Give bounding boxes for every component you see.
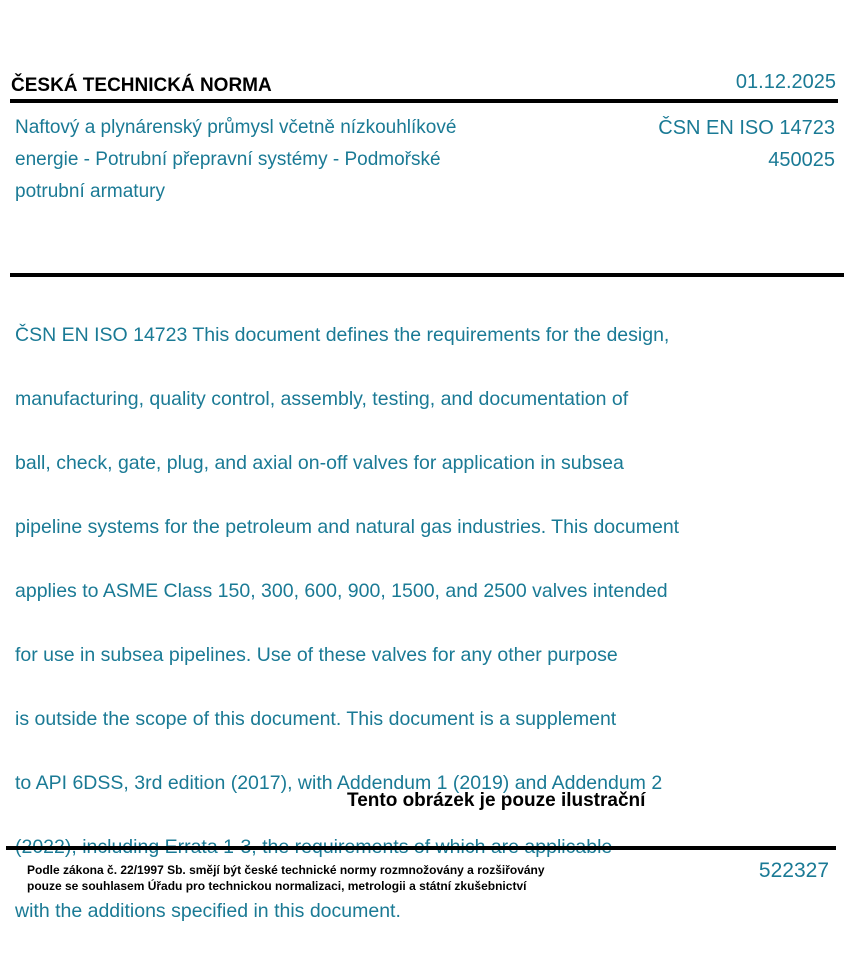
abstract-line: pipeline systems for the petroleum and natural gas industries. This document (15, 516, 680, 538)
standard-designation: ČSN EN ISO 14723 (658, 117, 835, 139)
abstract-line: manufacturing, quality control, assembly, testing, and documentation of (15, 388, 629, 410)
bottom-divider (6, 846, 836, 850)
copyright-notice-line: Podle zákona č. 22/1997 Sb. smějí být české technické normy rozmnožovány a rozšiřovány (27, 863, 545, 877)
document-type-title: ČESKÁ TECHNICKÁ NORMA (11, 75, 272, 96)
abstract-line: ČSN EN ISO 14723 This document defines the requirements for the design, (15, 324, 670, 346)
standard-title-line: energie - Potrubní přepravní systémy - Podmořské (15, 149, 441, 170)
standard-title-line: potrubní armatury (15, 181, 165, 202)
classification-code: 450025 (768, 149, 835, 171)
middle-divider (10, 273, 844, 277)
top-divider (10, 99, 838, 103)
standard-title-line: Naftový a plynárenský průmysl včetně nízkouhlíkové (15, 117, 457, 138)
abstract-line: applies to ASME Class 150, 300, 600, 900, 1500, and 2500 valves intended (15, 580, 668, 602)
illustrative-notice: Tento obrázek je pouze ilustrační (347, 790, 646, 811)
catalog-number: 522327 (758, 859, 829, 882)
standard-identifiers (658, 112, 835, 176)
copyright-notice (27, 862, 545, 894)
abstract-line: for use in subsea pipelines. Use of these valves for any other purpose (15, 644, 618, 666)
abstract-line: is outside the scope of this document. This document is a supplement (15, 708, 617, 730)
copyright-notice-line: pouze se souhlasem Úřadu pro technickou normalizaci, metrologii a státní zkušebnictví (27, 879, 527, 893)
abstract-text (15, 287, 765, 959)
publication-date: 01.12.2025 (735, 71, 836, 93)
abstract-line: to API 6DSS, 3rd edition (2017), with Addendum 1 (2019) and Addendum 2 (15, 772, 663, 794)
standard-title (15, 112, 555, 208)
abstract-line: ball, check, gate, plug, and axial on-off valves for application in subsea (15, 452, 624, 474)
abstract-line: with the additions specified in this document. (15, 900, 401, 922)
